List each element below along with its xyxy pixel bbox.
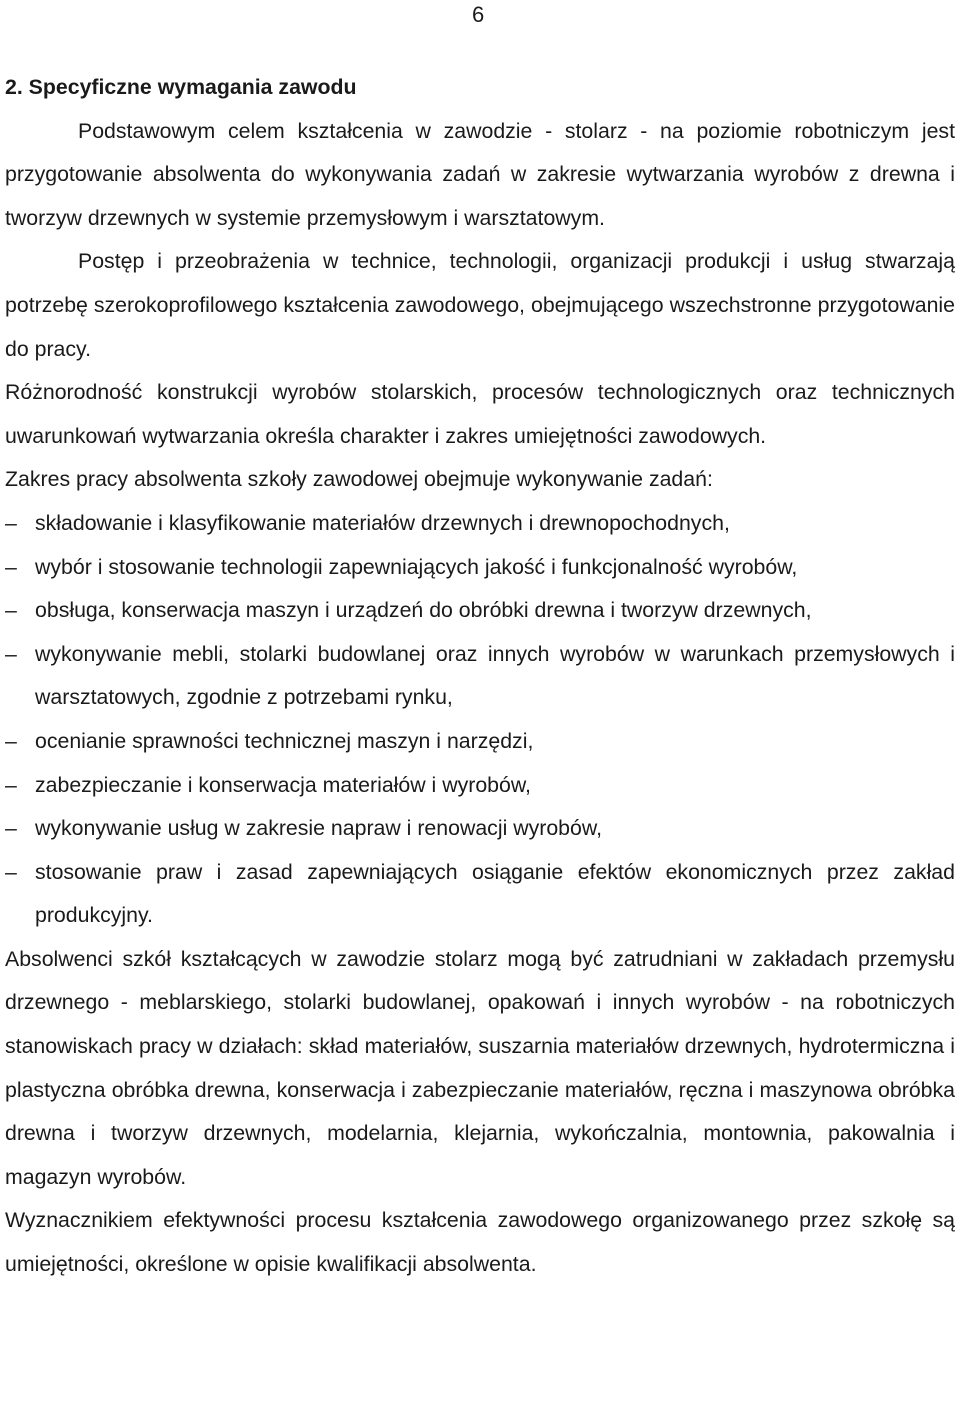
list-item <box>5 720 955 764</box>
list-item-text: ocenianie sprawności technicznej maszyn i narzędzi, <box>35 728 534 753</box>
list-item-text: wykonywanie mebli, stolarki budowlanej oraz innych wyrobów w warunkach przemysłowych i warsztatowych, zgodnie z potrzebami rynku, <box>35 641 955 710</box>
dash-bullet: – <box>5 772 17 797</box>
list-item-text: wykonywanie usług w zakresie napraw i renowacji wyrobów, <box>35 816 602 841</box>
document-body <box>5 66 955 1287</box>
dash-bullet: – <box>5 816 17 841</box>
list-item <box>5 633 955 720</box>
dash-bullet: – <box>5 598 17 623</box>
list-item <box>5 546 955 590</box>
list-item-text: obsługa, konserwacja maszyn i urządzeń do obróbki drewna i tworzyw drzewnych, <box>35 598 812 623</box>
list-item <box>5 764 955 808</box>
dash-bullet: – <box>5 510 17 535</box>
paragraph-diversity: Różnorodność konstrukcji wyrobów stolarskich, procesów technologicznych oraz technicznych uwarunkowań wytwarzania określa charakter i zakres umiejętności zawodowych. <box>5 380 955 448</box>
list-item-text: składowanie i klasyfikowanie materiałów drzewnych i drewnopochodnych, <box>35 510 730 535</box>
paragraph-scope-intro: Zakres pracy absolwenta szkoły zawodowej obejmuje wykonywanie zadań: <box>5 467 713 492</box>
paragraph-employment: Absolwenci szkół kształcących w zawodzie stolarz mogą być zatrudniani w zakładach przemysłu drzewnego - meblarskiego, stolarki budowlanej, opakowań i innych wyrobów - na robotniczych stanowiskach pracy w działach: skład materiałów, suszarnia materiałów drzewnych, hydrotermiczna i plastyczna obróbka drewna, konserwacja i zabezpieczanie materiałów, ręczna i maszynowa obróbka drewna i tworzyw drzewnych, modelarnia, klejarnia, wykończalnia, montownia, pakowalnia i magazyn wyrobów. <box>5 946 955 1189</box>
section-title: 2. Specyficzne wymagania zawodu <box>5 75 357 99</box>
dash-bullet: – <box>5 554 17 579</box>
dash-bullet: – <box>5 728 17 753</box>
dash-bullet: – <box>5 641 17 666</box>
paragraph-progress: Postęp i przeobrażenia w technice, technologii, organizacji produkcji i usług stwarzają potrzebę szerokoprofilowego kształcenia zawodowego, obejmującego wszechstronne przygotowanie do pracy. <box>5 249 955 361</box>
list-item-text: stosowanie praw i zasad zapewniających osiąganie efektów ekonomicznych przez zakład produkcyjny. <box>35 859 955 928</box>
paragraph-goal: Podstawowym celem kształcenia w zawodzie - stolarz - na poziomie robotniczym jest przygotowanie absolwenta do wykonywania zadań w zakresie wytwarzania wyrobów z drewna i tworzyw drzewnych w systemie przemysłowym i warsztatowym. <box>5 118 955 230</box>
paragraph-effectiveness: Wyznacznikiem efektywności procesu kształcenia zawodowego organizowanego przez szkołę są umiejętności, określone w opisie kwalifikacji absolwenta. <box>5 1208 955 1277</box>
list-item-text: zabezpieczanie i konserwacja materiałów i wyrobów, <box>35 772 531 797</box>
list-item <box>5 851 955 938</box>
list-item <box>5 807 955 851</box>
page-number: 6 <box>472 2 485 27</box>
list-item <box>5 502 955 546</box>
dash-bullet: – <box>5 859 17 884</box>
list-item <box>5 589 955 633</box>
list-item-text: wybór i stosowanie technologii zapewniających jakość i funkcjonalność wyrobów, <box>35 554 798 579</box>
task-list <box>5 502 955 938</box>
